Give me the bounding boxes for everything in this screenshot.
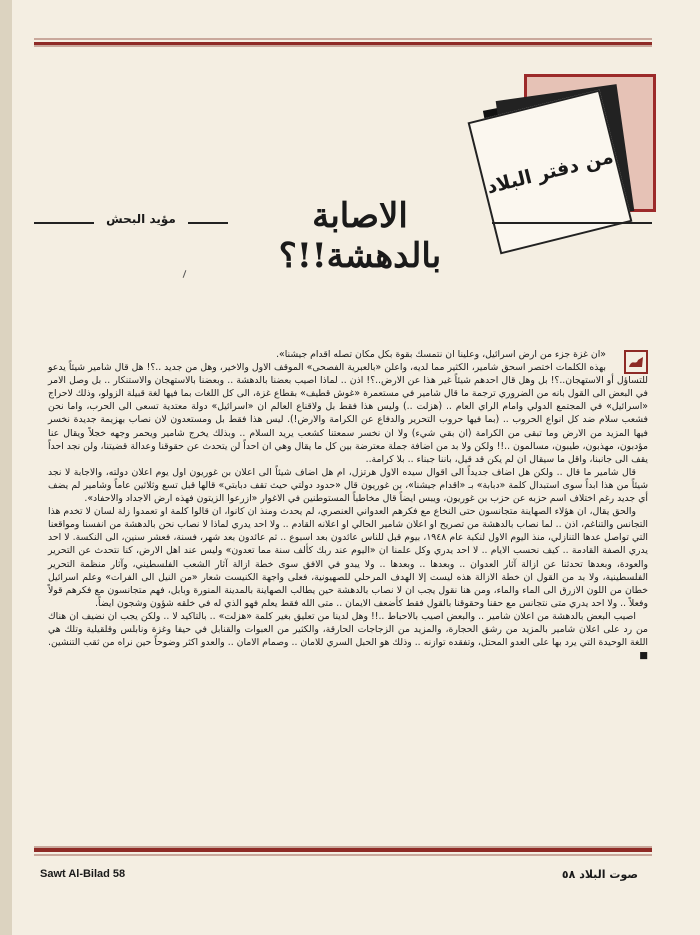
- article-title: الاصابة بالدهشة!!؟: [278, 196, 442, 276]
- print-speck: [183, 270, 187, 278]
- paragraph: قال شامير ما قال .. ولكن هل اضاف جديداً الى اقوال سيده الاول هرتزل، ام هل اضاف شيئاً الى اعلان بن غوريون اول يوم اعلان دولته، والاجابة لا نجد شيئاً من هذا ابداً سوى استبدال كلمة «دبابة» بـ «اقدام جيشنا»، بن غوريون قال «حدود دولتي حيث تقف دبابتي» قالها قبل تسع وثلاثين عاماً وشامير لم يضف أي جديد رغم اختلاف اسم حزبه عن حزب بن غوريون، ويبس ايضاً قال مخاطباً المستوطنين في الاغوار «ازرعوا الزيتون فهذه ارض الاجداد والاحفاد».: [48, 466, 648, 505]
- paragraph: بهذه الكلمات اختصر اسحق شامير، الكثير مما لديه، واعلن «بالعبرية الفصحى» الموقف الاول والاخير، وهل من جديد ..؟! هل قال شامير شيئاً يدعو للتساؤل أو الاستهجان..؟! بل وهل قال احدهم شيئاً غير هذا عن الارض..؟! اذن .. لماذا اصيب بعضنا بالدهشة .. وبعضنا بالاستهجان والاستنكار .. بل وصل الامر في البعض الى القول بانه من الضروري ترجمة ما قال شامير في مستعمرة «غوش قطيف» بقطاع غزة، الى كل اللغات بما فيها لغة قبيلة الزولو، وذلك لاحراج «اسرائيل» في المجتمع الدولي وامام الراي العام .. (هزلت ..) وليس هذا فقط بل ولاقناع العالم ان «اسرائيل» دولة معتدية تسعى الى الحرب، واما نحن فشعب سلام ضد كل انواع الحروب .. (بما فيها حروب التحرير والدفاع عن الكرامة والارض!). ليس هذا فقط بل ومستعدون لان نصاب بهزيمة جديدة نخسر فيها المزيد من الارض وما تبقى من الكرامة (ان بقي شيء) ولا ان نخسر سمعتنا كشعب يريد السلام .. وبذلك يخرج شامير ويحمر وجهه خجلاً ويقال عنا مؤدبون، مهذبون، طيبون، مسالمون ..!! ولكن ولا بد من اضافة جملة معترضة بين كل ما يقال وهي ان احداً لن يتحدث عن حقوقنا وعدالة قضيتنا، ولن نجد احداً يقف الى جانبنا، واقل ما سيقال ان لم يكن قد قيل، باننا جبناء .. بلا كرامة..: [48, 362, 648, 465]
- paragraph-text: «ان غزة جزء من ارض اسرائيل، وعلينا ان نتمسك بقوة بكل مكان تصله اقدام جيشنا».: [276, 349, 606, 360]
- bottom-rule: [34, 846, 652, 856]
- title-rule-mid: [188, 222, 228, 224]
- article-body: [48, 348, 648, 662]
- lead-paragraph: [48, 348, 648, 361]
- paragraph: اصيب البعض بالدهشة من اعلان شامير .. والبعض اصيب بالاحباط ..!! وهل لدينا من تعليق بغير كلمة «هزلت» .. بالتاكيد لا .. ولكن يجب ان نضيف ان هناك من رد على اعلان شامير بالمزيد من رشق الحجارة، والمزيد من الزجاجات الحارقة، والكثير من العبوات والقنابل في حيفا وغزة ونابلس وقلقيلية وتلك هي اللغة الوحيدة التي يرد بها على العدو المحتل، وتفقده توازنه .. وذلك هو الحبل السري للامان .. وصمام الامان .. والعدو اكثر وضوحاً حين نراه من ثقب التنشين. ■: [48, 610, 648, 662]
- title-rule-left: [34, 222, 94, 224]
- decorative-ornament-icon: [624, 350, 648, 374]
- scan-edge: [0, 0, 12, 935]
- author-byline: مؤيد البحش: [106, 212, 176, 226]
- top-rule: [34, 38, 652, 47]
- title-rule-right: [492, 222, 652, 224]
- footer-folio-arabic: صوت البلاد ٥٨: [561, 868, 638, 881]
- footer-folio-latin: Sawt Al-Bilad 58: [40, 868, 126, 880]
- paragraph: والحق يقال، ان هؤلاء الصهاينة متجانسون حتى النخاع مع فكرهم العدواني العنصري، لم يحدث ومنذ ان كانوا، ان قالوا كلمة او تعمدوا زلة لسان لا تخدم هذا التجانس والتناغم، اذن .. لما نصاب بالدهشة من تصريح او اعلان شامير الحالي او اعلانه القادم .. ولا احد يدري لماذا لا نصاب نحن بالدهشة من انفسنا ومواقعنا التي تواصل عدها التنازلي، منذ اليوم الاول لنكبة عام ١٩٤٨، بيوم قبل للناس عائدون بعد اسبوع .. ثم عائدون بعد شهر، فسنة، فعشر سنين، الى النكسة. لا احد يدري الصفة القادمة .. كيف نحسب الايام .. لا احد يدري وكل علمنا ان «اليوم عند ربك كألف سنة مما تعدون» وليس عند اهل الارض، كنا نتحدث عن التحرير والعودة، وبعدها تحدثنا عن ازالة آثار العدوان .. وبعدها .. وبعدها .. ولا يبدو في الافق سوى خطة ازالة آثار الشعب الفلسطيني، وآثار منظمة التحرير الفلسطينية، ولا بد من القول ان خطة الازالة هذه ليست إلا الهدف المرحلي للصهيونية، فعلى واجهة الكنيست شعار «من النيل الى الفرات» وعلم اسرائيل خطان من اللون الازرق الى الماء والماء، ومن هنا نقول يجب ان لا نصاب بالدهشة حين يطالب الصهاينة بالمدينة المنورة وبابل، فهم متجانسون مع فكرهم قولاً وفعلاً .. ولا احد يدري متى نتجانس مع حقنا وحقوقنا بالقول فقط كأضعف الايمان .. متى الله فقط يعلم فهو الذي له في خلقه شؤون وشجون ايضاً.: [48, 506, 648, 609]
- column-name: من دفتر البلاد: [484, 145, 616, 199]
